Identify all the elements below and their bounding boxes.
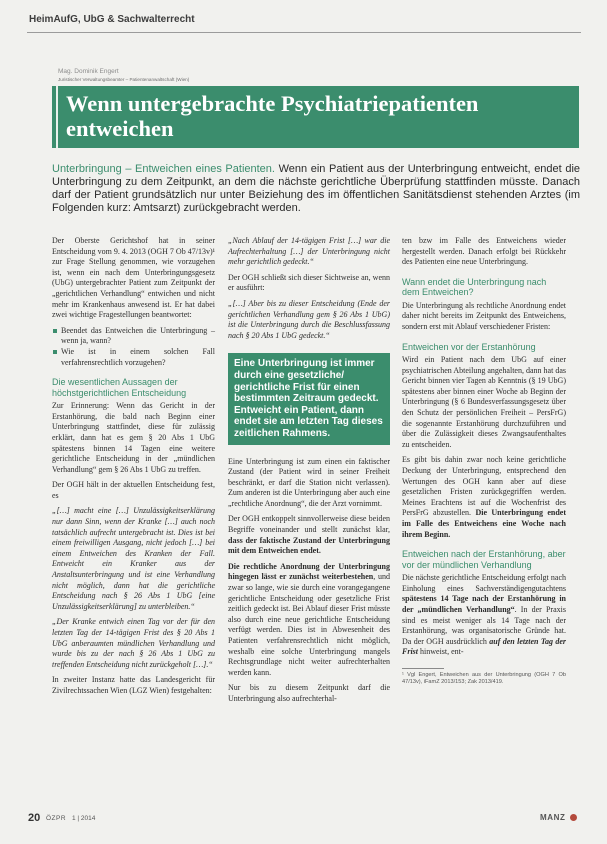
body-paragraph: Der OGH hält in der aktuellen Entscheidung fest, es bbox=[52, 480, 215, 500]
emphasis-text: Die rechtliche Anordnung der Unterbringung hingegen lässt er zunächst weiterbestehen bbox=[228, 561, 390, 582]
article-title: Wenn untergebrachte Psychiatriepatienten entweichen bbox=[66, 91, 479, 141]
list-item-text: Wie ist in einem solchen Fall verfahrensrechtlich vorzugehen? bbox=[61, 346, 215, 367]
highlight-box: Eine Unterbringung ist immer durch eine gesetzliche/ gerichtliche Frist für einen bestimmten Zeitraum gedeckt. Entweicht ein Patient, dann endet sie am letzten Tag dieses zeitlichen Rahmens. bbox=[228, 353, 390, 444]
body-paragraph: Der OGH schließt sich dieser Sichtweise an, wenn er ausführt: bbox=[228, 272, 390, 293]
court-quote: „Der Kranke entwich einen Tag vor der für den letzten Tag der 14-tägigen Frist des § 20 Abs 1 UbG anberaumten mündlichen Verhandlung und wurde bis zu der nach § 26 Abs 1 UbG zu treffenden Entscheidung nicht zurückgeholt […].“ bbox=[52, 617, 215, 669]
body-paragraph: Eine Unterbringung ist zum einen ein faktischer Zustand (der Patient wird in seiner Freiheit beschränkt, er darf die Station nicht verlassen). Zum anderen ist die Unterbringung aber auch eine „rechtliche Anordnung“, die der Arzt vornimmt. bbox=[228, 456, 390, 508]
lead-text: Wenn ein Patient aus der Unterbringung entweicht, endet die Unterbringung zu dem Zeitpunkt, an dem die nächste gerichtliche Überprüfung stattfinden müsste. Danach darf der Patient grundsätzlich nur unter Beiziehung des im öffentlichen Sanitätsdienst stehenden Arztes (im Folgenden kurz: Amtsarzt) zurückgebracht werden. bbox=[52, 163, 581, 214]
manz-logo-icon bbox=[570, 814, 577, 821]
body-paragraph bbox=[228, 514, 390, 556]
lead-paragraph bbox=[52, 163, 580, 215]
body-paragraph bbox=[402, 573, 566, 658]
header-divider bbox=[27, 32, 581, 33]
body-paragraph: Nur bis zu diesem Zeitpunkt darf die Unterbringung also aufrechterhal- bbox=[228, 683, 390, 703]
footnote-divider bbox=[402, 668, 444, 669]
court-quote: „[…] Aber bis zu dieser Entscheidung (Ende der gerichtlichen Verhandlung gem § 26 Abs 1 UbG) ist die Unterbringung durch die Beschlussfassung nach § 20 Abs 1 UbG gedeckt.“ bbox=[228, 298, 390, 340]
emphasis-text: Die Unterbringung endet im Falle des Entweichens eine Woche nach ihrem Beginn. bbox=[402, 508, 566, 539]
publisher-name: MANZ bbox=[540, 813, 566, 822]
paragraph-text: , und zwar so lange, wie sie durch eine vorangegangene gerichtliche Entscheidung oder gesetzliche Frist zeitlich gedeckt ist. Bei Ablauf dieser Frist müsste also durch eine neue gerichtliche Entscheidung verfügt werden. Dies ist in Abwesenheit des Patienten verfahrensrechtlich nicht möglich, weshalb eine solche Unterbringung mangels Rechtsgrundlage nicht weiter aufrechterhalten werden kann. bbox=[228, 572, 391, 677]
section-title: HeimAufG, UbG & Sachwalterrecht bbox=[29, 14, 195, 25]
text-column-3 bbox=[402, 236, 566, 691]
author-affiliation: Juristischer Verwaltungsbeamter – Patientenanwaltschaft (Wien) bbox=[58, 77, 190, 82]
list-item bbox=[52, 326, 215, 347]
emphasis-text: dass der faktische Zustand der Unterbringung mit dem Entweichen endet. bbox=[228, 535, 390, 556]
body-paragraph: Der Oberste Gerichtshof hat in seiner Entscheidung vom 9. 4. 2013 (OGH 7 Ob 47/13v)¹ zur Frage Stellung genommen, wie vorzugehen ist, wenn ein nach dem Unterbringungsgesetz (UbG) untergebrachter Patient zum Zeitpunkt der „gerichtlichen Verhandlung“ entwichen und nicht mehr im Krankenhaus anwesend ist. Er hat dabei zwei wichtige Fragestellungen beantwortet: bbox=[52, 236, 215, 320]
paragraph-text: . In der Praxis sind es meist weniger als 14 Tage nach der Erstanhörung, was organisatorische Gründe hat. Da der OGH ausdrücklich bbox=[402, 604, 566, 646]
title-banner-strip bbox=[56, 86, 58, 148]
emphasis-text: spätestens 14 Tage nach der Erstanhörung in der „mündlichen Verhandlung“ bbox=[402, 594, 566, 614]
paragraph-text: hinweist, ent- bbox=[418, 647, 464, 657]
author-name: Mag. Dominik Engert bbox=[58, 68, 119, 75]
body-paragraph bbox=[402, 455, 566, 540]
lead-kicker: Unterbringung – Entweichen eines Patienten. bbox=[52, 163, 275, 175]
paragraph-text: Es gibt bis dahin zwar noch keine gerichtliche Deckung der Unterbringung, entsprechend den Wertungen des OGH kann aber auf diese gesetzlichen Fristen zurückgegriffen werden. Meines Erachtens ist auf die Wochenfrist des PersFrG abzustellen. bbox=[402, 455, 566, 518]
body-paragraph: Wird ein Patient nach dem UbG auf einer psychiatrischen Abteilung angehalten, dann hat das Gericht binnen vier Tagen ab Kenntnis (§ 19 UbG) spätestens aber binnen einer Woche ab Beginn der Unterbringung (§ 6 Bundesverfassungsgesetz über den Schutz der persönlichen Freiheit – PersFrG) die sogenannte Erstanhörung durchzuführen und über die Zulässigkeit dieses Zwangsaufenthaltes zu entscheiden. bbox=[402, 355, 566, 449]
paragraph-text: Die nächste gerichtliche Entscheidung erfolgt nach Einholung eines Sachverständigengutachtens bbox=[402, 573, 566, 593]
court-quote: „[…] macht eine […] Unzulässigkeitserklärung nur dann Sinn, wenn der Kranke […] auch noch tatsächlich aufrecht untergebracht ist. Dies ist bei einem freiwilligen Ausgang, nicht jedoch […] bei einem Entweichen des Kranken der Fall. Entweicht ein Kranker aus der Anstaltsunterbringung und ist eine Verhandlung nicht möglich, dann hat die gerichtliche Entscheidung nach § 26 Abs 1 UbG [eine Unzulässigkeitserklärung] zu unterbleiben.“ bbox=[52, 506, 215, 611]
journal-name: ÖZPR bbox=[46, 815, 67, 822]
section-heading: Wann endet die Unterbringung nach dem Entweichen? bbox=[402, 276, 547, 298]
body-paragraph: Zur Erinnerung: Wenn das Gericht in der Erstanhörung, die bald nach Beginn einer Unterbringung stattfindet, diese für zulässig erklärt, dann hat es gem § 20 Abs 1 UbG spätestens binnen 14 Tagen eine weitere gerichtliche Entscheidung in der „mündlichen Verhandlung“ gem § 26 Abs 1 UbG zu treffen. bbox=[52, 401, 215, 474]
body-paragraph bbox=[228, 562, 390, 679]
journal-issue: 1 | 2014 bbox=[72, 815, 96, 822]
title-banner bbox=[52, 86, 579, 148]
list-item bbox=[52, 347, 215, 368]
footnote: ¹ Vgl Engert, Entweichen aus der Unterbringung (OGH 7 Ob 47/13v), iFamZ 2013/153; Zak 2013/419. bbox=[402, 671, 566, 685]
body-paragraph: ten bzw im Falle des Entweichens wieder hergestellt werden. Danach erfolgt bei Rückkehr des Patienten eine neue Unterbringung. bbox=[402, 236, 566, 267]
body-paragraph: In zweiter Instanz hatte das Landesgericht für Zivilrechtssachen Wien (LGZ Wien) festgehalten: bbox=[52, 675, 215, 695]
section-heading: Entweichen vor der Erstanhörung bbox=[402, 341, 536, 352]
section-heading: Entweichen nach der Erstanhörung, aber vor der mündlichen Verhandlung bbox=[402, 549, 566, 570]
section-heading: Die wesentlichen Aussagen der höchstgerichtlichen Entscheidung bbox=[52, 377, 187, 398]
page-number: 20 bbox=[28, 812, 41, 824]
court-quote: „Nach Ablauf der 14-tägigen Frist […] war die Aufrechterhaltung […] der Unterbringung nicht mehr gerichtlich gedeckt.“ bbox=[228, 236, 390, 267]
text-column-2 bbox=[228, 236, 390, 710]
question-list bbox=[52, 326, 215, 368]
bullet-square-icon bbox=[53, 329, 57, 333]
bullet-square-icon bbox=[53, 350, 57, 354]
list-item-text: Beendet das Entweichen die Unterbringung – wenn ja, wann? bbox=[61, 325, 215, 346]
text-column-1 bbox=[52, 236, 215, 702]
paragraph-text: Der OGH entkoppelt sinnvollerweise diese beiden Begriffe voneinander und stellt zunächst klar, bbox=[228, 514, 390, 535]
body-paragraph: Die Unterbringung als rechtliche Anordnung endet daher nicht bereits im Zeitpunkt des Entweichens, sondern erst mit Ablauf verschiedener Fristen: bbox=[402, 300, 566, 331]
emphasis-text: auf den letzten Tag der Frist bbox=[402, 636, 567, 657]
